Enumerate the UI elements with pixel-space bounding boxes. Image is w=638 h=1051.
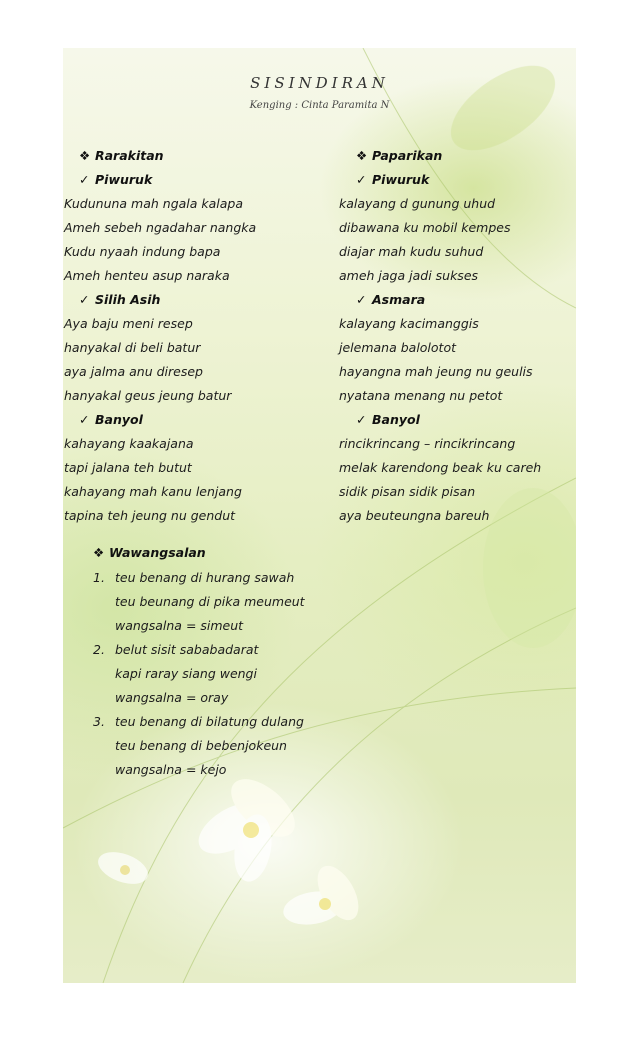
heading-wawangsalan: ❖ Wawangsalan (93, 545, 206, 560)
verse-line: Kudununa mah ngala kalapa (64, 196, 244, 211)
page-background (63, 48, 576, 983)
checkmark-icon: ✓ (79, 412, 90, 427)
verse-line: kalayang kacimanggis (339, 316, 479, 331)
verse-line: rincikrincang – rincikrincang (339, 436, 516, 451)
verse-line: dibawana ku mobil kempes (339, 220, 511, 235)
list-item-line: wangsalna = simeut (115, 618, 244, 633)
heading-banyol-right: ✓ Banyol (356, 412, 420, 427)
verse-line: kalayang d gunung uhud (339, 196, 496, 211)
verse-line: kahayang kaakajana (64, 436, 194, 451)
verse-line: tapina teh jeung nu gendut (64, 508, 236, 523)
heading-paparikan: ❖ Paparikan (356, 148, 443, 163)
verse-line: hanyakal di beli batur (64, 340, 201, 355)
list-item: 2. belut sisit sababadarat (93, 642, 259, 657)
checkmark-icon: ✓ (356, 292, 367, 307)
verse-line: nyatana menang nu petot (339, 388, 503, 403)
verse-line: hanyakal geus jeung batur (64, 388, 232, 403)
page-title: SISINDIRAN (250, 74, 389, 92)
list-number: 2. (93, 642, 105, 657)
list-item-line: teu beunang di pika meumeut (115, 594, 305, 609)
heading-piwuruk-left: ✓ Piwuruk (79, 172, 153, 187)
verse-line: aya jalma anu diresep (64, 364, 203, 379)
heading-banyol-left: ✓ Banyol (79, 412, 143, 427)
checkmark-icon: ✓ (79, 292, 90, 307)
heading-silih-asih: ✓ Silih Asih (79, 292, 161, 307)
heading-asmara: ✓ Asmara (356, 292, 426, 307)
verse-line: Ameh sebeh ngadahar nangka (64, 220, 257, 235)
heading-piwuruk-right: ✓ Piwuruk (356, 172, 430, 187)
verse-line: diajar mah kudu suhud (339, 244, 484, 259)
page-subtitle: Kenging : Cinta Paramita N (249, 100, 390, 111)
list-item-line: wangsalna = kejo (115, 762, 227, 777)
checkmark-icon: ✓ (79, 172, 90, 187)
checkmark-icon: ✓ (356, 412, 367, 427)
verse-line: aya beuteungna bareuh (339, 508, 490, 523)
list-item-line: teu benang di bebenjokeun (115, 738, 287, 753)
diamond-bullet-icon: ❖ (79, 148, 91, 163)
list-item-line: kapi raray siang wengi (115, 666, 257, 681)
checkmark-icon: ✓ (356, 172, 367, 187)
list-item-line: wangsalna = oray (115, 690, 229, 705)
list-number: 3. (93, 714, 105, 729)
list-item: 3. teu benang di bilatung dulang (93, 714, 304, 729)
verse-line: hayangna mah jeung nu geulis (339, 364, 533, 379)
diamond-bullet-icon: ❖ (356, 148, 368, 163)
heading-rarakitan: ❖ Rarakitan (79, 148, 164, 163)
verse-line: melak karendong beak ku careh (339, 460, 542, 475)
list-item: 1. teu benang di hurang sawah (93, 570, 295, 585)
verse-line: sidik pisan sidik pisan (339, 484, 476, 499)
list-number: 1. (93, 570, 105, 585)
verse-line: Ameh henteu asup naraka (64, 268, 230, 283)
verse-line: tapi jalana teh butut (64, 460, 192, 475)
verse-line: ameh jaga jadi sukses (339, 268, 479, 283)
diamond-bullet-icon: ❖ (93, 545, 105, 560)
verse-line: Kudu nyaah indung bapa (64, 244, 221, 259)
verse-line: Aya baju meni resep (64, 316, 193, 331)
verse-line: kahayang mah kanu lenjang (64, 484, 242, 499)
verse-line: jelemana balolotot (339, 340, 457, 355)
